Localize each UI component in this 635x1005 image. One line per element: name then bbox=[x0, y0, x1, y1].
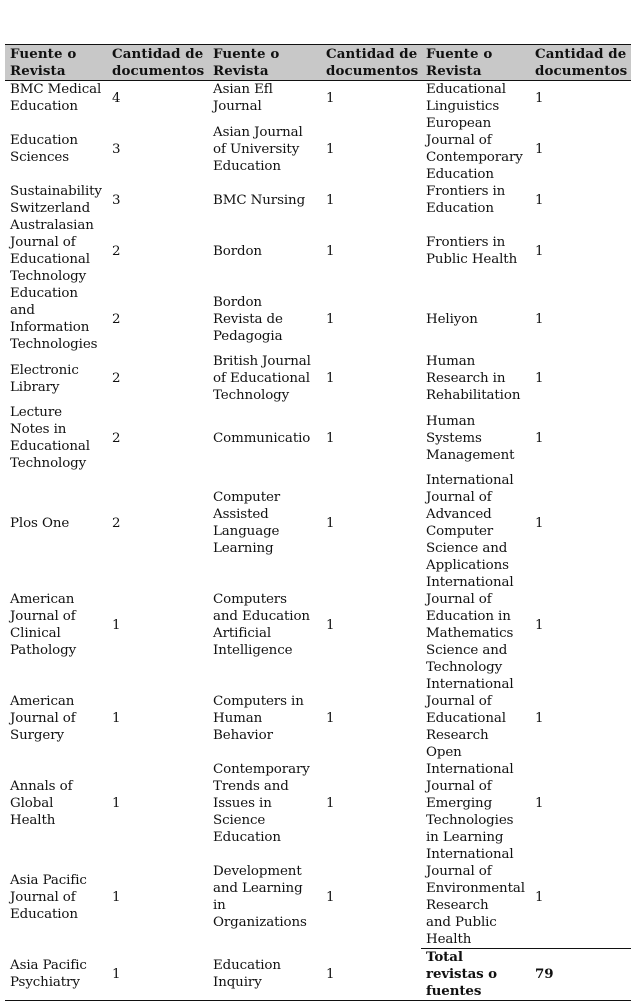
source-cell: Australasian Journal of Educational Technology bbox=[10, 218, 94, 284]
source-cell: Communicatio bbox=[213, 430, 311, 446]
table-header bbox=[5, 45, 631, 81]
source-cell: Human Systems Management bbox=[426, 413, 515, 463]
source-cell: International Journal of Educational Research Open bbox=[426, 677, 514, 760]
count-cell: 3 bbox=[112, 192, 121, 208]
source-cell: Computer Assisted Language Learning bbox=[213, 490, 281, 556]
count-cell: 1 bbox=[112, 711, 121, 726]
count-cell: 1 bbox=[535, 430, 544, 446]
source-cell: Plos One bbox=[10, 515, 70, 531]
source-cell: Frontiers in Education bbox=[426, 184, 506, 216]
count-cell: 1 bbox=[326, 617, 335, 633]
source-cell: International Journal of Education in Mathematics Science and Technology bbox=[426, 575, 514, 675]
count-cell: 1 bbox=[326, 515, 335, 531]
header-count-3: Cantidad de documentos bbox=[530, 45, 631, 81]
source-cell: Education Inquiry bbox=[208, 949, 321, 1001]
count-cell: 1 bbox=[535, 889, 544, 905]
source-cell: Bordon Revista de Pedagogia bbox=[213, 294, 283, 344]
count-cell: 1 bbox=[326, 90, 335, 106]
source-cell: American Journal of Surgery bbox=[10, 694, 76, 743]
source-cell: Asian Journal of University Education bbox=[213, 124, 303, 174]
count-cell: 1 bbox=[326, 192, 335, 208]
table-row bbox=[5, 761, 631, 846]
source-cell: Lecture Notes in Educational Technology bbox=[10, 405, 90, 471]
table-row bbox=[5, 183, 631, 217]
count-cell: 1 bbox=[326, 711, 335, 726]
source-cell: American Journal of Clinical Pathology bbox=[10, 592, 77, 658]
table-row bbox=[5, 285, 631, 353]
count-cell: 1 bbox=[326, 430, 335, 446]
table-row bbox=[5, 115, 631, 183]
table-row bbox=[5, 676, 631, 761]
count-cell: 1 bbox=[535, 90, 544, 106]
count-cell: 1 bbox=[535, 311, 544, 327]
source-cell: Sustainability Switzerland bbox=[10, 184, 102, 216]
count-cell: 1 bbox=[326, 889, 335, 905]
count-cell: 2 bbox=[112, 430, 121, 446]
count-cell: 1 bbox=[535, 796, 544, 811]
table-row bbox=[5, 472, 631, 574]
count-cell: 1 bbox=[535, 711, 544, 726]
count-cell: 1 bbox=[535, 515, 544, 531]
table-row bbox=[5, 949, 631, 1001]
source-cell: Bordon bbox=[213, 243, 262, 259]
count-cell: 3 bbox=[112, 141, 121, 157]
source-cell: Frontiers in Public Health bbox=[426, 235, 518, 267]
table-row bbox=[5, 846, 631, 949]
total-label: Total revistas o fuentes bbox=[421, 949, 530, 1001]
source-cell: Asia Pacific Journal of Education bbox=[10, 872, 87, 922]
source-cell: International Journal of Advanced Computer Science and Applications bbox=[426, 473, 514, 573]
table-row bbox=[5, 353, 631, 404]
table-row bbox=[5, 81, 631, 116]
source-cell: BMC Nursing bbox=[213, 192, 306, 208]
source-cell: Annals of Global Health bbox=[10, 779, 73, 828]
count-cell: 2 bbox=[112, 515, 121, 531]
source-cell: European Journal of Contemporary Education bbox=[426, 116, 523, 182]
total-value: 79 bbox=[530, 949, 631, 1001]
source-cell: Education and Information Technologies bbox=[10, 286, 98, 352]
header-source-2: Fuente o Revista bbox=[208, 45, 321, 81]
count-cell: 4 bbox=[112, 90, 121, 106]
count-cell: 1 bbox=[535, 192, 544, 208]
header-source-1: Fuente o Revista bbox=[5, 45, 107, 81]
source-cell: Development and Learning in Organizations bbox=[213, 864, 307, 931]
count-cell: 2 bbox=[112, 311, 121, 327]
count-cell: 1 bbox=[535, 141, 544, 157]
count-cell: 1 bbox=[326, 796, 335, 811]
count-cell: 1 bbox=[326, 371, 335, 386]
count-cell: 1 bbox=[326, 141, 335, 157]
count-cell: 1 bbox=[107, 949, 208, 1001]
source-cell: Computers and Education Artificial Intelligence bbox=[213, 592, 310, 658]
count-cell: 1 bbox=[326, 243, 335, 259]
source-cell: Asia Pacific Psychiatry bbox=[5, 949, 107, 1001]
source-cell: Human Research in Rehabilitation bbox=[426, 354, 521, 403]
source-cell: International Journal of Environmental Research and Public Health bbox=[426, 847, 525, 947]
count-cell: 1 bbox=[535, 371, 544, 386]
source-cell: Computers in Human Behavior bbox=[213, 694, 304, 743]
source-cell: International Journal of Emerging Technologies in Learning bbox=[426, 762, 514, 845]
source-cell: Asian Efl Journal bbox=[213, 82, 273, 114]
count-cell: 2 bbox=[112, 243, 121, 259]
source-cell: BMC Medical Education bbox=[10, 82, 102, 114]
count-cell: 1 bbox=[535, 617, 544, 633]
count-cell: 1 bbox=[326, 311, 335, 327]
table-row bbox=[5, 574, 631, 676]
source-cell: British Journal of Educational Technology bbox=[213, 354, 311, 403]
source-cell: Electronic Library bbox=[10, 362, 79, 395]
count-cell: 1 bbox=[321, 949, 421, 1001]
table-row bbox=[5, 404, 631, 472]
sources-table bbox=[5, 44, 631, 1001]
count-cell: 1 bbox=[112, 617, 121, 633]
source-cell: Heliyon bbox=[426, 311, 478, 327]
table-row bbox=[5, 217, 631, 285]
source-cell: Education Sciences bbox=[10, 133, 78, 165]
header-source-3: Fuente o Revista bbox=[421, 45, 530, 81]
count-cell: 1 bbox=[535, 243, 544, 259]
header-count-2: Cantidad de documentos bbox=[321, 45, 421, 81]
header-row bbox=[5, 45, 631, 81]
count-cell: 1 bbox=[112, 796, 121, 811]
source-cell: Contemporary Trends and Issues in Science Education bbox=[213, 762, 310, 845]
count-cell: 1 bbox=[112, 889, 121, 905]
source-cell: Educational Linguistics bbox=[426, 82, 506, 114]
count-cell: 2 bbox=[112, 371, 121, 386]
header-count-1: Cantidad de documentos bbox=[107, 45, 208, 81]
